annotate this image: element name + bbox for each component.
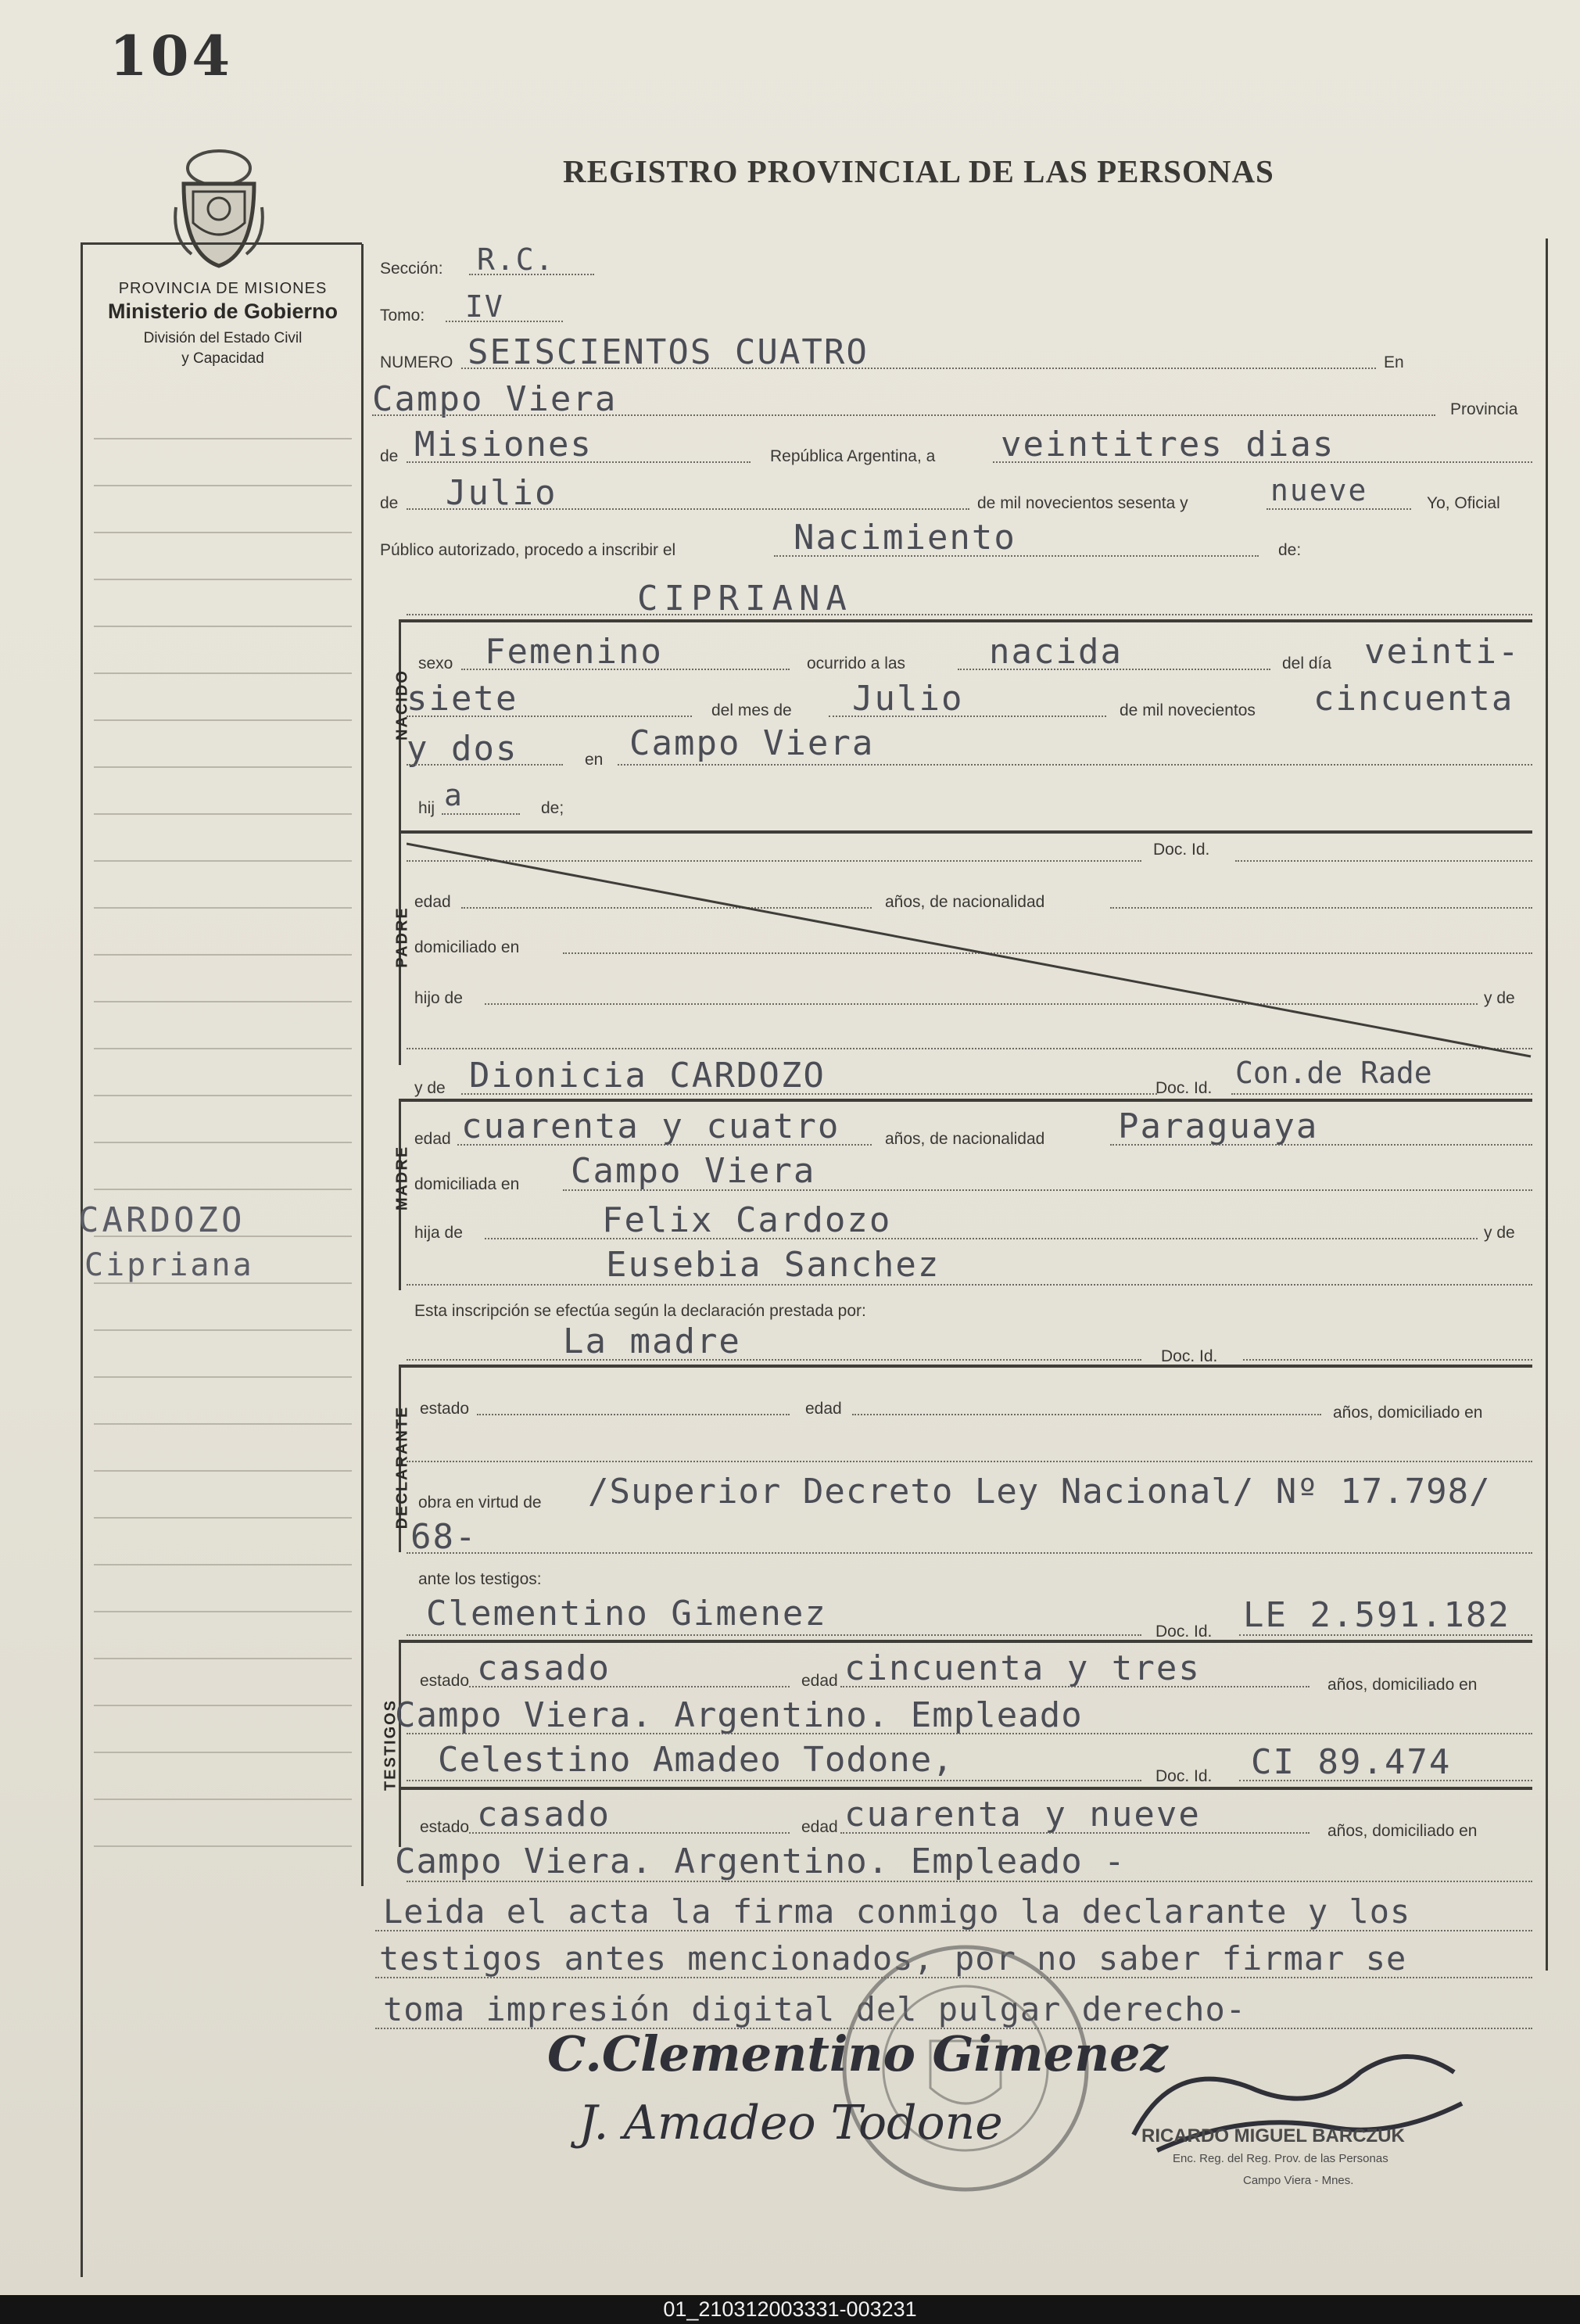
madre-domicilio: Campo Viera	[571, 1151, 816, 1191]
testigo2-estado-label: estado	[420, 1818, 470, 1836]
nombre-value: CIPRIANA	[637, 579, 853, 619]
acto-value: Nacimiento	[794, 518, 1016, 558]
field-rule	[469, 274, 594, 275]
margin-border-left	[81, 244, 83, 2277]
margin-rule	[94, 766, 352, 768]
field-rule	[407, 1552, 1532, 1554]
margin-rule	[94, 1564, 352, 1565]
madre-padre: Felix Cardozo	[602, 1200, 892, 1240]
madre-y-de-label: y de	[414, 1079, 446, 1097]
field-rule	[774, 555, 1259, 557]
de-label-2: de	[380, 494, 399, 512]
margin-rule	[94, 907, 352, 909]
margin-rule	[94, 485, 352, 486]
dia-label: del día	[1282, 655, 1332, 672]
scan-id-footer: 01_210312003331-003231	[0, 2295, 1580, 2324]
declarante-edad-label: edad	[805, 1400, 842, 1418]
margin-rule	[94, 1799, 352, 1800]
de-label: de	[380, 447, 399, 465]
testigo2-estado: casado	[477, 1795, 611, 1834]
mil-label: de mil novecientos	[1120, 701, 1256, 719]
field-rule	[1239, 1780, 1532, 1781]
sexo-value: Femenino	[485, 632, 663, 672]
lugar-value: Campo Viera	[372, 379, 618, 419]
field-rule	[477, 1414, 790, 1415]
testigo2-doc: CI 89.474	[1251, 1742, 1452, 1782]
field-rule	[1243, 1359, 1532, 1361]
declarante-obra-2: 68-	[410, 1517, 478, 1557]
margin-rule	[94, 1001, 352, 1002]
declarante-obra-label: obra en virtud de	[418, 1494, 542, 1512]
declarante-section-label: DECLARANTE	[393, 1405, 411, 1530]
madre-doc-label: Doc. Id.	[1155, 1079, 1213, 1097]
margin-rule	[94, 1095, 352, 1096]
testigo2-domicilio: Campo Viera. Argentino. Empleado -	[395, 1842, 1126, 1881]
ministry-province: PROVINCIA DE MISIONES	[118, 280, 328, 297]
publico-label: Público autorizado, procedo a inscribir el	[380, 541, 676, 559]
cierre-linea-1: Leida el acta la firma conmigo la declarante y los	[383, 1892, 1411, 1931]
field-rule	[407, 764, 563, 766]
firma-testigo-1: C.Clementino Gimenez	[547, 2025, 1168, 2082]
margin-rule	[94, 813, 352, 815]
testigo1-edad-label: edad	[801, 1672, 838, 1690]
testigo1-nombre: Clementino Gimenez	[426, 1594, 827, 1634]
field-rule	[840, 1686, 1310, 1687]
madre-anios-label: años, de nacionalidad	[885, 1130, 1045, 1148]
lugar-value: Campo Viera	[629, 723, 875, 763]
section-top-rule	[399, 1365, 1532, 1368]
testigo2-edad-label: edad	[801, 1818, 838, 1836]
margin-rule	[94, 579, 352, 580]
declarante-anios-label: años, domiciliado en	[1333, 1404, 1483, 1422]
margin-border-right	[361, 244, 364, 1886]
nacido-section-label: NACIDO	[393, 669, 411, 741]
margin-surname: CARDOZO	[78, 1200, 245, 1240]
field-rule	[852, 1414, 1321, 1415]
margin-given-name: Cipriana	[84, 1247, 254, 1283]
margin-rule	[94, 1423, 352, 1425]
field-rule	[1110, 1144, 1532, 1146]
anio-value: nueve	[1270, 473, 1368, 507]
margin-rule	[94, 1376, 352, 1378]
form-border-right	[1546, 238, 1548, 1971]
padre-y-de-label: y de	[1484, 989, 1515, 1007]
declarante-doc-label: Doc. Id.	[1161, 1347, 1218, 1365]
provincia-value: Misiones	[414, 425, 593, 464]
declarante-intro: Esta inscripción se efectúa según la declaración prestada por:	[414, 1302, 866, 1320]
field-rule	[461, 368, 1376, 369]
ministry-heading	[78, 280, 367, 369]
section-top-rule	[399, 1640, 1532, 1643]
en-label: En	[1384, 353, 1404, 371]
testigo1-anios-label: años, domiciliado en	[1327, 1676, 1478, 1694]
field-rule	[1231, 1093, 1532, 1095]
madre-domicilio-label: domiciliada en	[414, 1175, 520, 1193]
margin-rule	[94, 860, 352, 862]
republica-label: República Argentina, a	[770, 447, 936, 465]
padre-anios-label: años, de nacionalidad	[885, 893, 1045, 911]
margin-rule	[94, 626, 352, 627]
margin-rule	[94, 954, 352, 956]
en-label: en	[585, 751, 604, 769]
margin-rule	[94, 1611, 352, 1612]
testigos-section-label: TESTIGOS	[382, 1698, 399, 1791]
field-rule	[461, 669, 790, 670]
hij-label: hij	[418, 799, 435, 817]
section-top-rule	[399, 830, 1532, 834]
madre-hija-label: hija de	[414, 1224, 463, 1242]
mil-label: de mil novecientos sesenta y	[977, 494, 1188, 512]
testigo2-edad: cuarenta y nueve	[844, 1795, 1201, 1834]
field-rule	[446, 321, 563, 322]
oficial-cargo-2: Campo Viera - Mnes.	[1243, 2174, 1354, 2187]
cierre-linea-3: toma impresión digital del pulgar derecho-	[383, 1990, 1247, 2028]
ministry-division: División del Estado Civil	[143, 330, 303, 346]
madre-nacionalidad: Paraguaya	[1118, 1106, 1319, 1146]
ministry-name: Ministerio de Gobierno	[107, 299, 339, 323]
folio-number: 104	[109, 23, 234, 88]
margin-top-rule	[81, 242, 362, 245]
testigo1-estado-label: estado	[420, 1672, 470, 1690]
declarante-obra-1: /Superior Decreto Ley Nacional/ Nº 17.798/	[588, 1472, 1491, 1512]
madre-madre: Eusebia Sanchez	[606, 1245, 940, 1285]
field-rule	[407, 614, 1532, 615]
madre-y-de2-label: y de	[1484, 1224, 1515, 1242]
margin-rule	[94, 672, 352, 674]
field-rule	[375, 1930, 1532, 1931]
padre-section-label: PADRE	[393, 906, 411, 968]
mes-label: del mes de	[711, 701, 792, 719]
hij-value: a	[444, 778, 464, 812]
hora-value: nacida	[989, 632, 1123, 672]
margin-rule	[94, 1189, 352, 1190]
section-top-rule	[399, 619, 1532, 622]
margin-rule	[94, 1142, 352, 1143]
margin-rule	[94, 1470, 352, 1472]
field-rule	[840, 1832, 1310, 1834]
testigo1-doc: LE 2.591.182	[1243, 1595, 1510, 1635]
dia-value-1: veinti-	[1364, 632, 1521, 672]
declarante-estado-label: estado	[420, 1400, 470, 1418]
anio-value-2: y dos	[407, 729, 518, 769]
madre-doc: Con.de Rade	[1235, 1056, 1432, 1090]
tomo-label: Tomo:	[380, 307, 425, 325]
seccion-value: R.C.	[477, 242, 555, 277]
section-top-rule	[399, 1099, 1532, 1102]
padre-doc-label: Doc. Id.	[1153, 841, 1210, 859]
firma-oficial-icon	[1126, 2041, 1470, 2166]
testigo2-anios-label: años, domiciliado en	[1327, 1822, 1478, 1840]
margin-rule	[94, 1658, 352, 1659]
oficial-nombre: RICARDO MIGUEL BARCZUK	[1141, 2125, 1405, 2146]
field-rule	[442, 813, 520, 815]
margin-rule	[94, 1752, 352, 1753]
field-rule	[1239, 1634, 1532, 1636]
field-rule	[407, 1461, 1532, 1462]
mes-value: Julio	[852, 679, 964, 719]
testigo1-estado: casado	[477, 1648, 611, 1688]
margin-rule	[94, 532, 352, 533]
mes-value: Julio	[446, 473, 557, 513]
field-rule	[407, 461, 751, 463]
oficial-cargo-1: Enc. Reg. del Reg. Prov. de las Personas	[1173, 2152, 1388, 2165]
margin-rule	[94, 719, 352, 721]
tomo-value: IV	[465, 289, 504, 324]
hij-de-label: de;	[541, 799, 564, 817]
coat-of-arms-icon	[168, 137, 270, 270]
madre-edad-label: edad	[414, 1130, 451, 1148]
declarante-nombre: La madre	[563, 1322, 741, 1361]
dia-value-2: siete	[407, 679, 518, 719]
padre-hijo-label: hijo de	[414, 989, 463, 1007]
field-rule	[457, 1144, 872, 1146]
anio-value-1: cincuenta	[1313, 679, 1514, 719]
field-rule	[829, 715, 1106, 717]
madre-nombre: Dionicia CARDOZO	[469, 1056, 826, 1096]
field-rule	[407, 1359, 1141, 1361]
field-rule	[372, 414, 1435, 416]
madre-section-label: MADRE	[393, 1145, 411, 1211]
cierre-linea-2: testigos antes mencionados, por no saber firmar se	[379, 1939, 1407, 1978]
field-rule	[469, 1832, 790, 1834]
field-rule	[618, 764, 1532, 766]
provincia-label: Provincia	[1450, 400, 1518, 418]
seccion-label: Sección:	[380, 260, 443, 278]
numero-label: NUMERO	[380, 353, 453, 371]
firma-testigo-2: J. Amadeo Todone	[579, 2096, 1003, 2150]
margin-rule	[94, 1705, 352, 1706]
field-rule	[407, 1284, 1532, 1286]
field-rule	[407, 1881, 1532, 1882]
ocurrido-label: ocurrido a las	[807, 655, 906, 672]
field-rule	[461, 1093, 1157, 1095]
field-rule	[407, 715, 692, 717]
testigo2-doc-label: Doc. Id.	[1155, 1767, 1213, 1785]
field-rule	[407, 1634, 1141, 1636]
testigo1-domicilio: Campo Viera. Argentino. Empleado	[395, 1695, 1083, 1735]
testigo2-nombre: Celestino Amadeo Todone,	[438, 1740, 954, 1780]
de2-label: de:	[1278, 541, 1302, 559]
testigos-intro: ante los testigos:	[418, 1570, 542, 1588]
oficial-label: Yo, Oficial	[1427, 494, 1500, 512]
field-rule	[407, 1733, 1532, 1734]
field-rule	[485, 1238, 1478, 1239]
margin-rule	[94, 1048, 352, 1049]
sexo-label: sexo	[418, 655, 453, 672]
numero-value: SEISCIENTOS CUATRO	[468, 332, 869, 372]
margin-rule	[94, 1329, 352, 1331]
dias-value: veintitres dias	[1001, 425, 1335, 464]
field-rule	[407, 508, 969, 510]
testigo1-edad: cincuenta y tres	[844, 1648, 1201, 1688]
section-top-rule	[399, 1787, 1532, 1790]
padre-domicilio-label: domiciliado en	[414, 938, 520, 956]
madre-edad: cuarenta y cuatro	[461, 1106, 840, 1146]
field-rule	[563, 1189, 1532, 1191]
page-title: REGISTRO PROVINCIAL DE LAS PERSONAS	[563, 153, 1274, 189]
testigo1-doc-label: Doc. Id.	[1155, 1623, 1213, 1641]
field-rule	[993, 461, 1532, 463]
field-rule	[469, 1686, 790, 1687]
margin-rule	[94, 1517, 352, 1519]
margin-rule	[94, 1845, 352, 1847]
margin-rule	[94, 438, 352, 439]
field-rule	[1267, 508, 1411, 510]
padre-cancel-line	[407, 841, 1532, 1060]
ministry-capacity: y Capacidad	[181, 350, 264, 367]
field-rule	[958, 669, 1270, 670]
field-rule	[407, 1780, 1141, 1781]
padre-edad-label: edad	[414, 893, 451, 911]
